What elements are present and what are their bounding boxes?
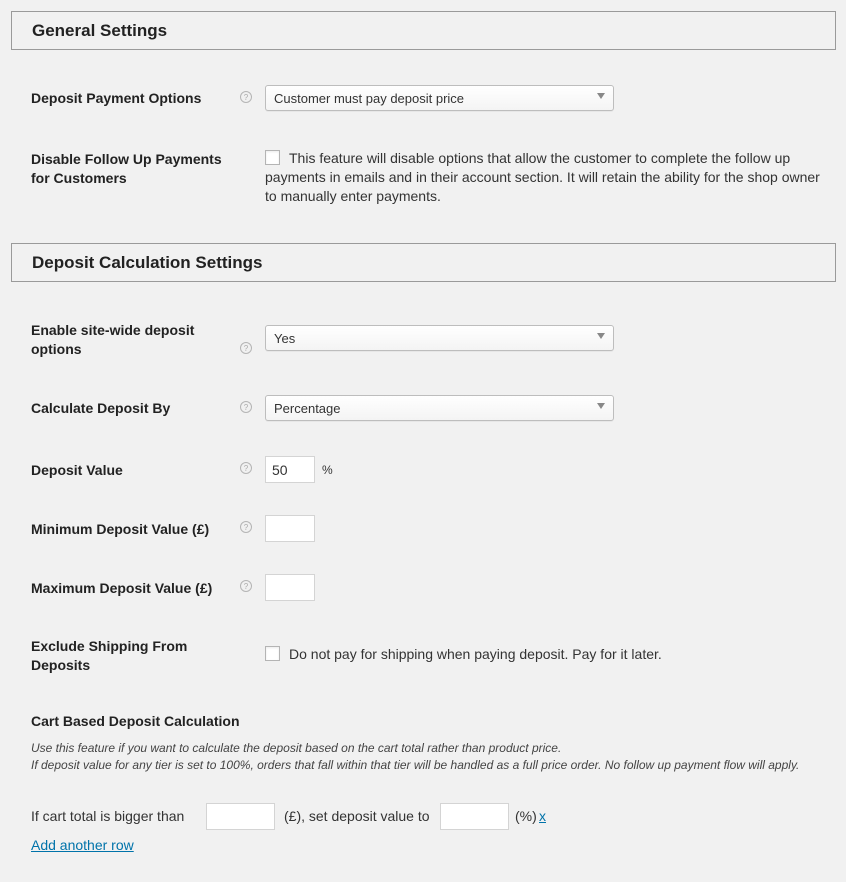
calculate-by-label: Calculate Deposit By — [31, 400, 171, 416]
calculate-by-value: Percentage — [274, 401, 341, 416]
deposit-payment-options-label: Deposit Payment Options — [31, 90, 202, 106]
help-circle-icon[interactable]: ? — [240, 91, 252, 103]
cart-note-line1: Use this feature if you want to calculate the deposit based on the cart total rather than product price. — [31, 741, 562, 755]
max-deposit-input[interactable] — [265, 574, 315, 601]
help-circle-icon[interactable]: ? — [240, 580, 252, 592]
deposit-value-input[interactable] — [265, 456, 315, 483]
deposit-calculation-header — [11, 243, 836, 282]
site-wide-label: Enable site-wide deposit options — [31, 322, 195, 357]
disable-follow-up-label: Disable Follow Up Payments for Customers — [31, 151, 222, 186]
help-circle-icon[interactable]: ? — [240, 401, 252, 413]
disable-follow-up-description: This feature will disable options that allow the customer to complete the follow up payments in emails and in their account section. It will retain the ability for the shop owner to manually enter payments. — [265, 150, 820, 204]
deposit-value-suffix: % — [322, 463, 333, 477]
deposit-value-label: Deposit Value — [31, 462, 123, 478]
cart-row-suffix: (%) — [515, 808, 537, 824]
remove-row-link[interactable]: x — [539, 808, 546, 824]
min-deposit-label: Minimum Deposit Value (£) — [31, 521, 210, 537]
cart-row-prefix: If cart total is bigger than — [31, 808, 185, 824]
chevron-down-icon — [597, 333, 605, 339]
help-circle-icon[interactable]: ? — [240, 521, 252, 533]
exclude-shipping-label: Exclude Shipping From Deposits — [31, 638, 188, 673]
max-deposit-label: Maximum Deposit Value (£) — [31, 580, 213, 596]
cart-note-line2: If deposit value for any tier is set to 100%, orders that fall within that tier will be handled as a full price order. No follow up payment flow will apply. — [31, 758, 800, 772]
cart-calculation-title: Cart Based Deposit Calculation — [31, 713, 240, 729]
exclude-shipping-checkbox[interactable] — [265, 646, 280, 661]
calculate-by-select[interactable] — [265, 395, 614, 421]
general-settings-header — [11, 11, 836, 50]
general-settings-title: General Settings — [32, 21, 168, 40]
deposit-calculation-title: Deposit Calculation Settings — [32, 253, 263, 272]
chevron-down-icon — [597, 93, 605, 99]
site-wide-select[interactable] — [265, 325, 614, 351]
min-deposit-input[interactable] — [265, 515, 315, 542]
exclude-shipping-description: Do not pay for shipping when paying deposit. Pay for it later. — [289, 646, 662, 662]
deposit-payment-options-select[interactable] — [265, 85, 614, 111]
help-circle-icon[interactable]: ? — [240, 342, 252, 354]
add-row-link[interactable]: Add another row — [31, 837, 134, 853]
chevron-down-icon — [597, 403, 605, 409]
site-wide-value: Yes — [274, 331, 296, 346]
cart-row-middle: (£), set deposit value to — [284, 808, 430, 824]
cart-total-input[interactable] — [206, 803, 275, 830]
cart-deposit-input[interactable] — [440, 803, 509, 830]
deposit-payment-options-value: Customer must pay deposit price — [274, 91, 465, 106]
help-circle-icon[interactable]: ? — [240, 462, 252, 474]
